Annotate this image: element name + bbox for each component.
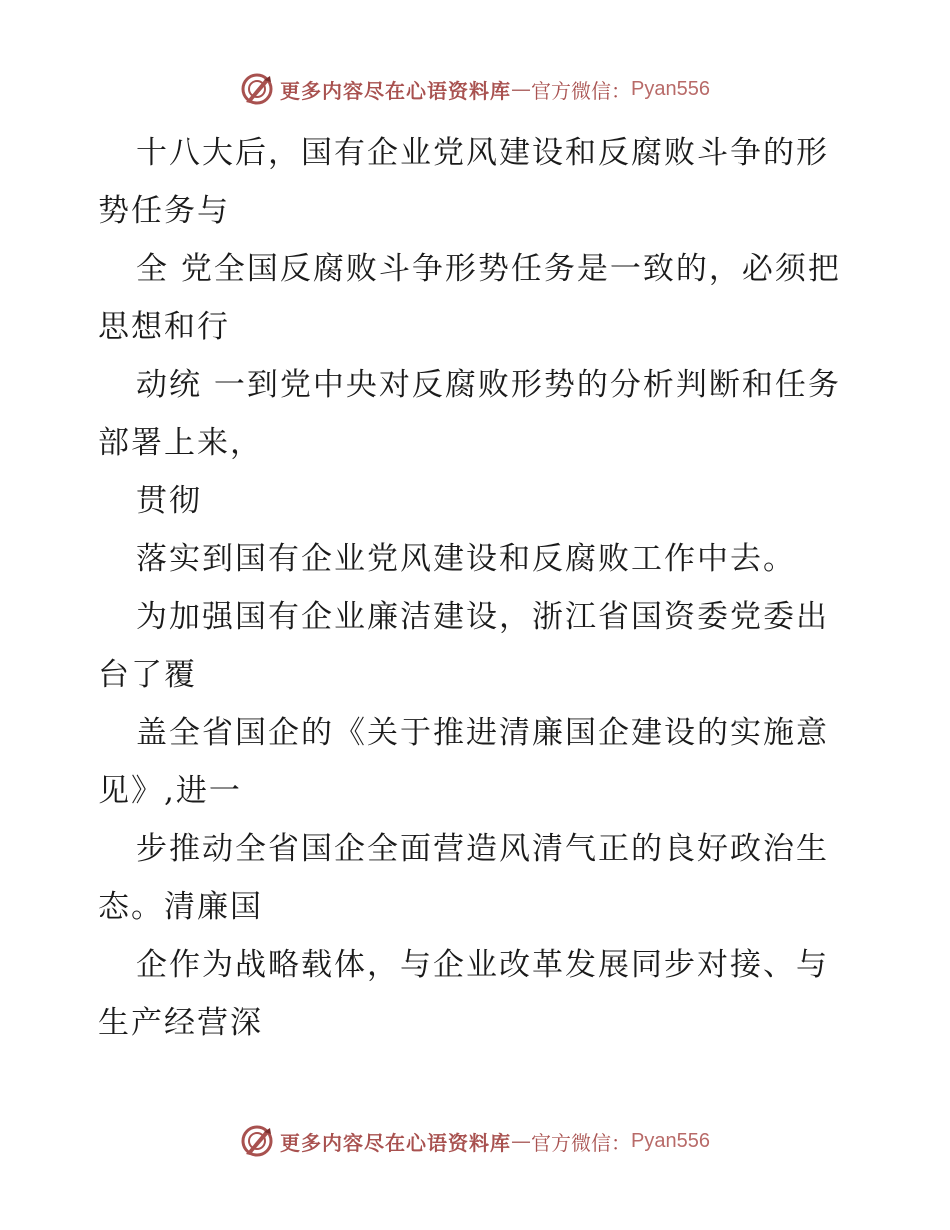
footer-brand: 更多内容尽在心语资料库: [280, 1130, 512, 1155]
header-watermark: [0, 72, 950, 106]
document-body: [98, 124, 858, 1052]
header-brand: 更多内容尽在心语资料库: [280, 78, 512, 103]
header-handle: Pyan556: [631, 77, 710, 100]
paragraph: 十八大后，国有企业党风建设和反腐败斗争的形势任务与: [98, 135, 829, 229]
paragraph: 为加强国有企业廉洁建设，浙江省国资委党委出台了覆: [98, 599, 829, 693]
footer-watermark: [0, 1124, 950, 1158]
footer-label: 官方微信：: [531, 1130, 632, 1155]
footer-separator: —: [511, 1129, 532, 1153]
paragraph: 贯彻: [136, 483, 202, 519]
footer-handle: Pyan556: [631, 1129, 710, 1152]
paragraph: 企作为战略载体，与企业改革发展同步对接、与生产经营深: [98, 947, 829, 1041]
paragraph: 动统 一到党中央对反腐败形势的分析判断和任务部署上来，: [98, 367, 841, 461]
paragraph: 步推动全省国企全面营造风清气正的良好政治生态。清廉国: [98, 831, 829, 925]
header-separator: —: [511, 77, 532, 101]
paragraph: 落实到国有企业党风建设和反腐败工作中去。: [136, 541, 796, 577]
quill-pen-icon: [240, 1124, 274, 1158]
header-label: 官方微信：: [531, 78, 632, 103]
paragraph: 全 党全国反腐败斗争形势任务是一致的，必须把思想和行: [98, 251, 841, 345]
quill-pen-icon: [240, 72, 274, 106]
paragraph: 盖全省国企的《关于推进清廉国企建设的实施意见》,进一: [98, 715, 829, 809]
